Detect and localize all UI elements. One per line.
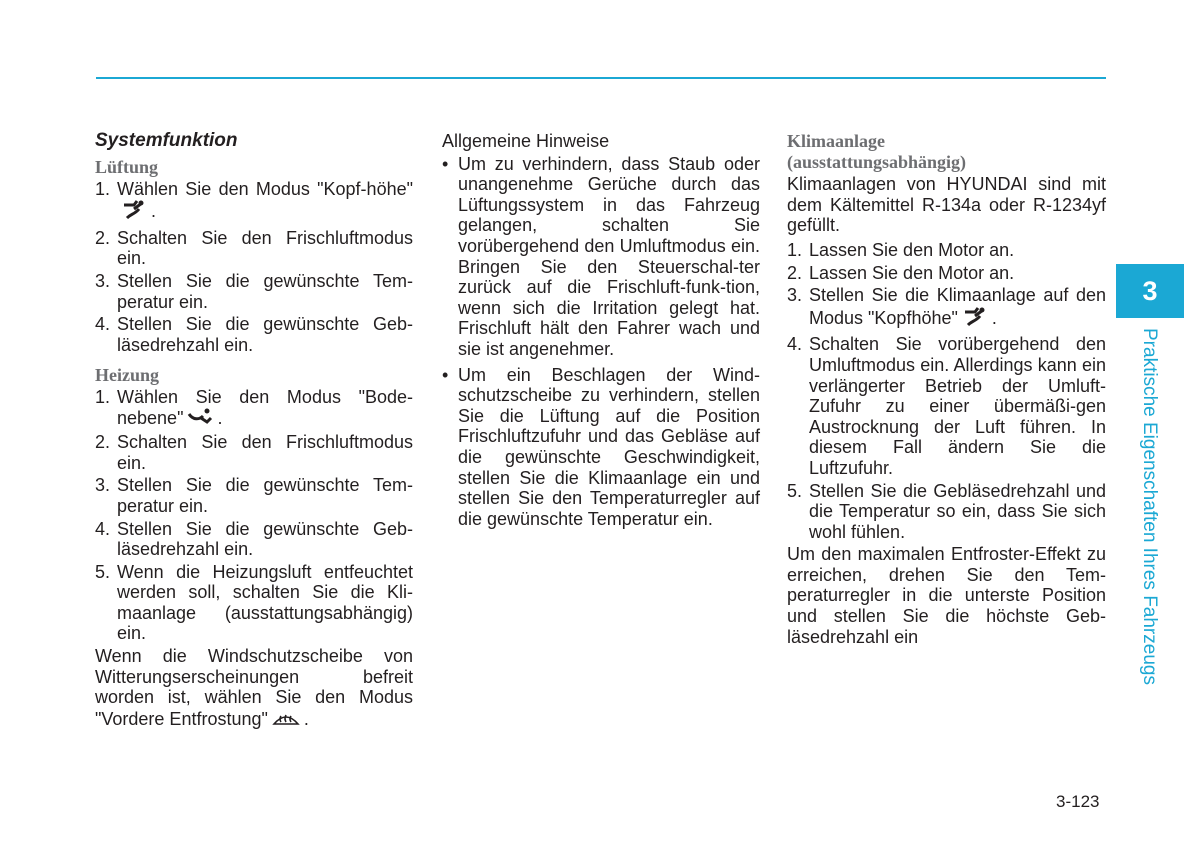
list-item: 4. Stellen Sie die gewünschte Geb-läsedrehzahl ein. [95, 518, 413, 560]
klima-outro: Um den maximalen Entfroster-Effekt zu erreichen, drehen Sie den Tem-peraturregler in die unterste Position und stellen Sie die höchste Geb-läsedrehzahl ein [787, 544, 1106, 647]
subheading-klimaanlage: Klimaanlage (ausstattungsabhängig) [787, 131, 967, 172]
list-item: 1. Wählen Sie den Modus "Kopf-höhe". [95, 179, 413, 226]
chapter-label: Praktische Eigenschaften Ihres Fahrzeugs [1139, 328, 1160, 685]
list-item: 4. Schalten Sie vorübergehend den Umluftmodus ein. Allerdings kann ein verlängerter Betrieb der Umluft-Zufuhr zu einer übermäßi-gen Austrocknung der Luft führen. In diesem Fall ändern Sie die Luftzufuhr. [787, 334, 1106, 478]
front-defrost-icon [272, 708, 300, 733]
column-hinweise [442, 131, 760, 534]
list-item: 5. Stellen Sie die Gebläsedrehzahl und die Temperatur so ein, dass Sie sich wohl fühlen. [787, 480, 1106, 542]
klima-intro: Klimaanlagen von HYUNDAI sind mit dem Kältemittel R-134a oder R-1234yf gefüllt. [787, 174, 1106, 236]
face-vent-icon [121, 199, 147, 226]
heizung-steps [95, 387, 413, 644]
list-item: 5. Wenn die Heizungsluft entfeuchtet werden soll, schalten Sie die Kli-maanlage (ausstattungsabhängig) ein. [95, 561, 413, 644]
list-item: 3. Stellen Sie die Klimaanlage auf den Modus "Kopfhöhe" . [787, 285, 1106, 332]
column-klimaanlage [787, 131, 1106, 651]
list-item: 1. Wählen Sie den Modus "Bode-nebene" . [95, 387, 413, 430]
list-item: • Um ein Beschlagen der Wind-schutzscheibe zu verhindern, stellen Sie die Lüftung auf die Position Frischluftzufuhr und das Gebläse auf die gewünschte Geschwindigkeit, stellen Sie die Klimaanlage ein und stellen Sie den Temperaturregler auf die gewünschte Temperatur ein. [442, 364, 760, 529]
top-rule [96, 77, 1106, 79]
chapter-tab: 3 [1116, 264, 1184, 318]
subheading-heizung: Heizung [95, 365, 160, 386]
klima-steps [787, 240, 1106, 542]
list-item: 2. Lassen Sie den Motor an. [787, 262, 1015, 283]
list-item: 2. Schalten Sie den Frischluftmodus ein. [95, 227, 413, 269]
list-item: 2. Schalten Sie den Frischluftmodus ein. [95, 432, 413, 473]
list-item: 3. Stellen Sie die gewünschte Tem-peratur ein. [95, 270, 413, 312]
list-item: 3. Stellen Sie die gewünschte Tem-peratur ein. [95, 475, 413, 516]
defrost-note: Wenn die Windschutzscheibe von Witterungserscheinungen befreit worden ist, wählen Sie den Modus "Vordere Entfrostung" . [95, 646, 413, 732]
subheading-lueftung: Lüftung [95, 157, 159, 177]
hints-title: Allgemeine Hinweise [442, 131, 610, 151]
column-systemfunktion [95, 131, 413, 736]
list-item: • Um zu verhindern, dass Staub oder unangenehme Gerüche durch das Lüftungssystem in das Fahrzeug gelangen, schalten Sie vorübergehend den Umluftmodus ein. Bringen Sie den Steuerschal-ter zurück auf die Frischluft-funk-tion, wenn sich die Irritation gelegt hat. Frischluft hält den Fahrer wach und sie ist angenehmer. [442, 153, 760, 359]
list-item: 4. Stellen Sie die gewünschte Geb-läsedrehzahl ein. [95, 314, 413, 355]
face-vent-icon [962, 306, 988, 333]
list-item: 1. Lassen Sie den Motor an. [787, 239, 1015, 260]
lueftung-steps [95, 179, 413, 356]
page-number: 3-123 [1056, 792, 1100, 811]
floor-vent-icon [187, 408, 213, 431]
section-title: Systemfunktion [95, 130, 238, 151]
hints-list [442, 154, 760, 530]
